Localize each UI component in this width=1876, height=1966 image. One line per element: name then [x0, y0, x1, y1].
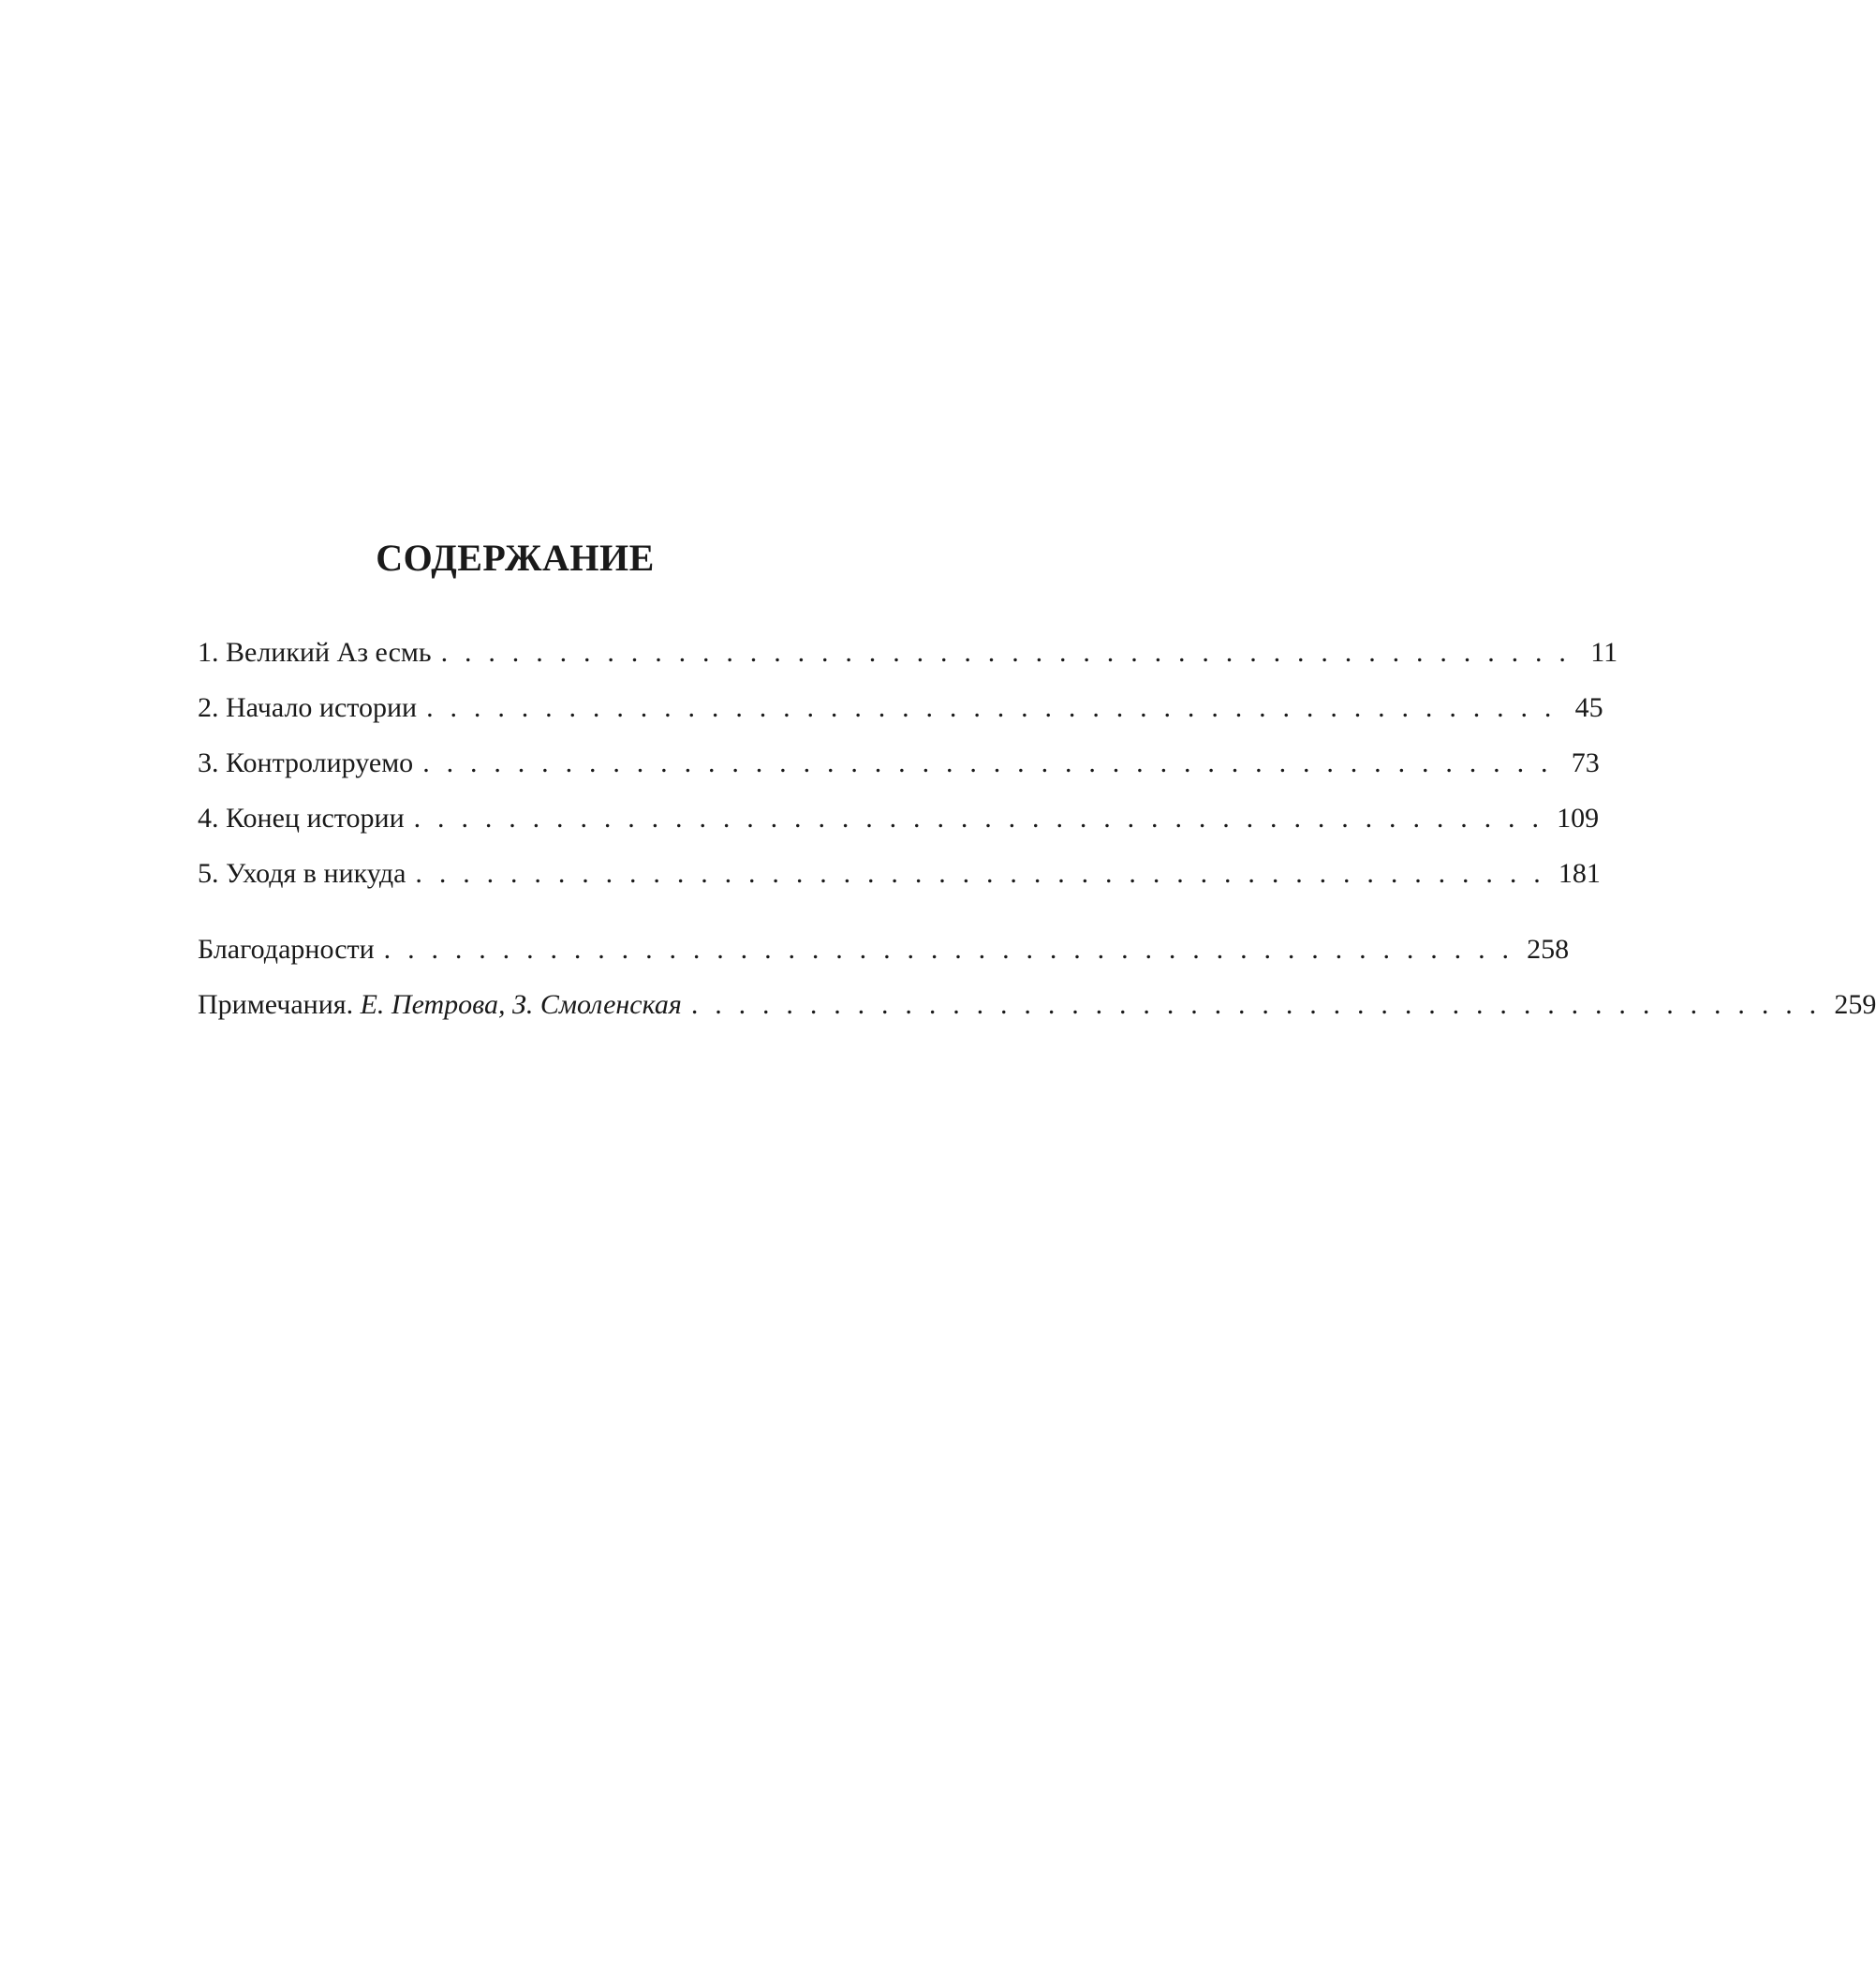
dot-leader: . . . . . . . . . . . . . . . . . . . . . . . . . . . . . . . . . . . . . . . . . . . . . . . . — [413, 803, 1544, 834]
toc-entry[interactable] — [198, 680, 1603, 735]
toc-entry-title: 2. Начало истории — [198, 692, 418, 723]
toc-entry-title: 1. Великий Аз есмь — [198, 637, 432, 668]
dot-leader: . . . . . . . . . . . . . . . . . . . . . . . . . . . . . . . . . . . . . . . . . . . . . . . . — [440, 637, 1572, 668]
toc-entry-title — [198, 922, 384, 977]
toc-entry-page: 259 — [1834, 989, 1876, 1020]
dot-leader: . . . . . . . . . . . . . . . . . . . . . . . . . . . . . . . . . . . . . . . . . . . . . . . . — [690, 989, 1822, 1020]
toc-entry-page: 45 — [1574, 692, 1603, 723]
toc-entry-page: 73 — [1571, 747, 1600, 778]
dot-leader: . . . . . . . . . . . . . . . . . . . . . . . . . . . . . . . . . . . . . . . . . . . . . . . . — [415, 858, 1545, 889]
table-of-contents — [198, 625, 1876, 1032]
section-spacer — [198, 901, 900, 922]
toc-entry-title: 5. Уходя в никуда — [198, 858, 406, 889]
toc-heading: СОДЕРЖАНИЕ — [376, 537, 655, 579]
dot-leader: . . . . . . . . . . . . . . . . . . . . . . . . . . . . . . . . . . . . . . . . . . . . . . . . — [422, 747, 1553, 778]
toc-entry-page: 258 — [1527, 934, 1570, 965]
toc-entry-page: 109 — [1557, 803, 1600, 834]
dot-leader: . . . . . . . . . . . . . . . . . . . . . . . . . . . . . . . . . . . . . . . . . . . . . . . . — [426, 692, 1557, 723]
toc-entry[interactable] — [198, 922, 1570, 977]
toc-entry[interactable] — [198, 735, 1600, 791]
toc-entry-title: 3. Контролируемо — [198, 747, 414, 778]
toc-entry-title: 4. Конец истории — [198, 803, 405, 834]
toc-entry[interactable] — [198, 846, 1601, 901]
toc-entry[interactable] — [198, 791, 1600, 846]
toc-entry-label: Благодарности — [198, 934, 375, 965]
toc-entry-author: Е. Петрова, З. Смоленская — [360, 989, 682, 1020]
toc-entry-page: 11 — [1590, 637, 1618, 668]
toc-entry-title — [198, 977, 691, 1032]
toc-entry-label: Примечания. — [198, 989, 354, 1020]
dot-leader: . . . . . . . . . . . . . . . . . . . . . . . . . . . . . . . . . . . . . . . . . . . . . . . . — [383, 934, 1514, 965]
toc-entry-page: 181 — [1558, 858, 1601, 889]
toc-entry[interactable] — [198, 625, 1618, 680]
toc-entry[interactable] — [198, 977, 1876, 1032]
